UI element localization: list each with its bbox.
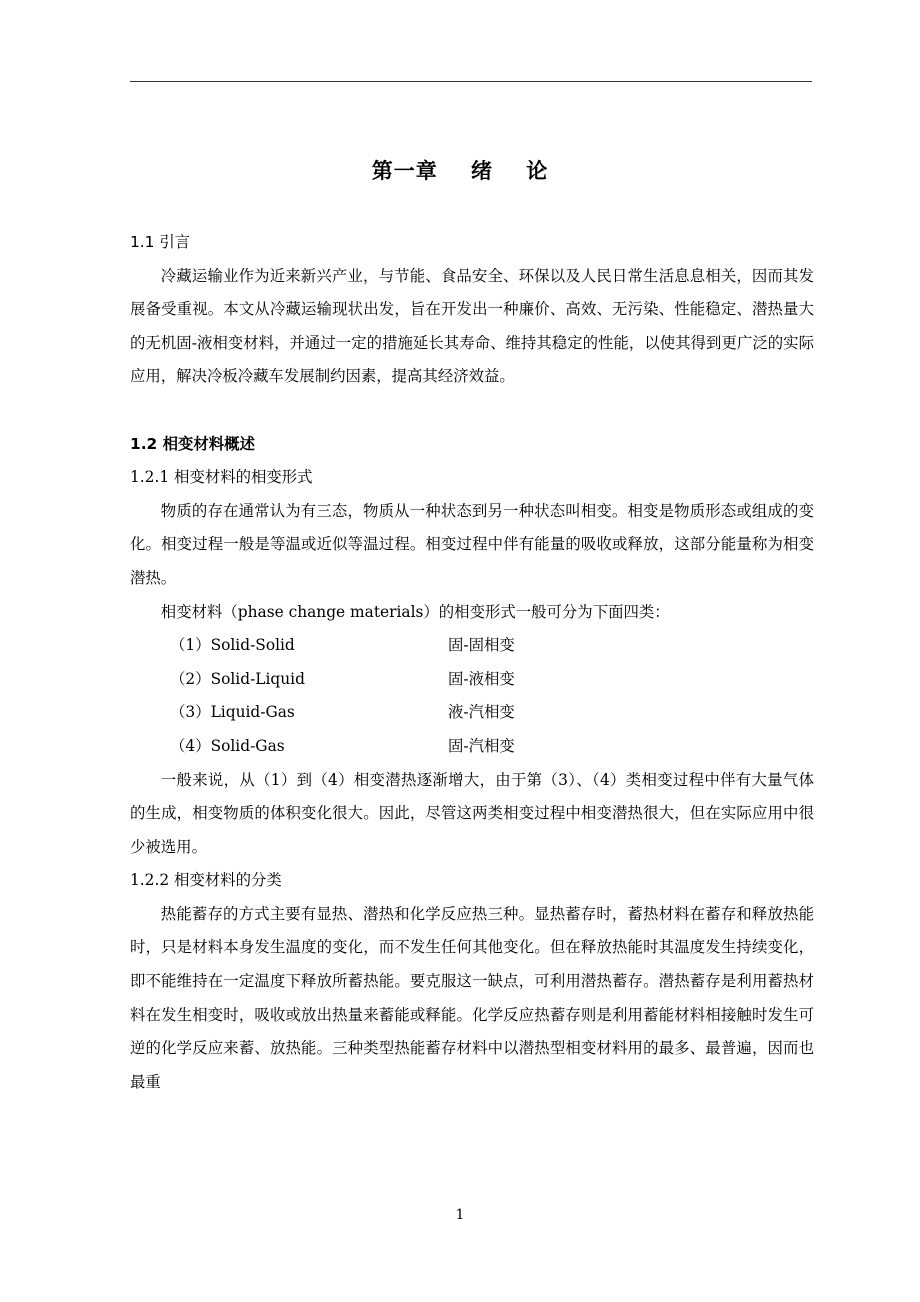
list-item <box>130 696 814 730</box>
list-item-chinese: 液-汽相变 <box>448 703 515 722</box>
section-heading-1-2-1: 1.2.1 相变材料的相变形式 <box>130 468 313 487</box>
chapter-title: 第一章 绪 论 <box>371 159 549 183</box>
list-item-english: （2）Solid-Liquid <box>170 669 305 688</box>
page-content <box>130 226 814 1099</box>
phase-forms-intro: 相变材料（phase change materials）的相变形式一般可分为下面四类： <box>160 602 670 621</box>
list-item-chinese: 固-汽相变 <box>448 736 515 755</box>
phase-forms-list <box>130 629 814 763</box>
section-heading-1-1: 1.1 引言 <box>130 233 191 251</box>
list-item-english: （4）Solid-Gas <box>170 736 285 755</box>
section-heading-1-2-2: 1.2.2 相变材料的分类 <box>130 871 282 890</box>
list-item-english: （3）Liquid-Gas <box>170 703 295 722</box>
header-rule <box>130 81 812 82</box>
list-item-chinese: 固-固相变 <box>448 636 515 655</box>
page-number: 1 <box>455 1207 465 1223</box>
list-item <box>130 730 814 764</box>
phase-change-paragraph: 物质的存在通常认为有三态，物质从一种状态到另一种状态叫相变。相变是物质形态或组成的变化。相变过程一般是等温或近似等温过程。相变过程中伴有能量的吸收或释放，这部分能量称为相变潜热。 <box>130 501 814 587</box>
section-heading-1-2: 1.2 相变材料概述 <box>130 434 255 453</box>
spacer <box>130 394 814 428</box>
list-item <box>130 629 814 663</box>
list-item-english: （1）Solid-Solid <box>170 636 295 655</box>
list-item <box>130 663 814 697</box>
classification-paragraph: 热能蓄存的方式主要有显热、潜热和化学反应热三种。显热蓄存时，蓄热材料在蓄存和释放热能时，只是材料本身发生温度的变化，而不发生任何其他变化。但在释放热能时其温度发生持续变化，即不能维持在一定温度下释放所蓄热能。要克服这一缺点，可利用潜热蓄存。潜热蓄存是利用蓄热材料在发生相变时，吸收或放出热量来蓄能或释能。化学反应热蓄存则是利用蓄能材料相接触时发生可逆的化学反应来蓄、放热能。三种类型热能蓄存材料中以潜热型相变材料用的最多、最普遍，因而也最重 <box>130 904 814 1091</box>
list-item-chinese: 固-液相变 <box>448 669 515 688</box>
intro-paragraph: 冷藏运输业作为近来新兴产业，与节能、食品安全、环保以及人民日常生活息息相关，因而其发展备受重视。本文从冷藏运输现状出发，旨在开发出一种廉价、高效、无污染、性能稳定、潜热量大的无机固-液相变材料，并通过一定的措施延长其寿命、维持其稳定的性能，以使其得到更广泛的实际应用，解决冷板冷藏车发展制约因素，提高其经济效益。 <box>130 266 814 386</box>
latent-heat-paragraph: 一般来说，从（1）到（4）相变潜热逐渐增大，由于第（3）、（4）类相变过程中伴有大量气体的生成，相变物质的体积变化很大。因此，尽管这两类相变过程中相变潜热很大，但在实际应用中很少被选用。 <box>130 770 814 856</box>
